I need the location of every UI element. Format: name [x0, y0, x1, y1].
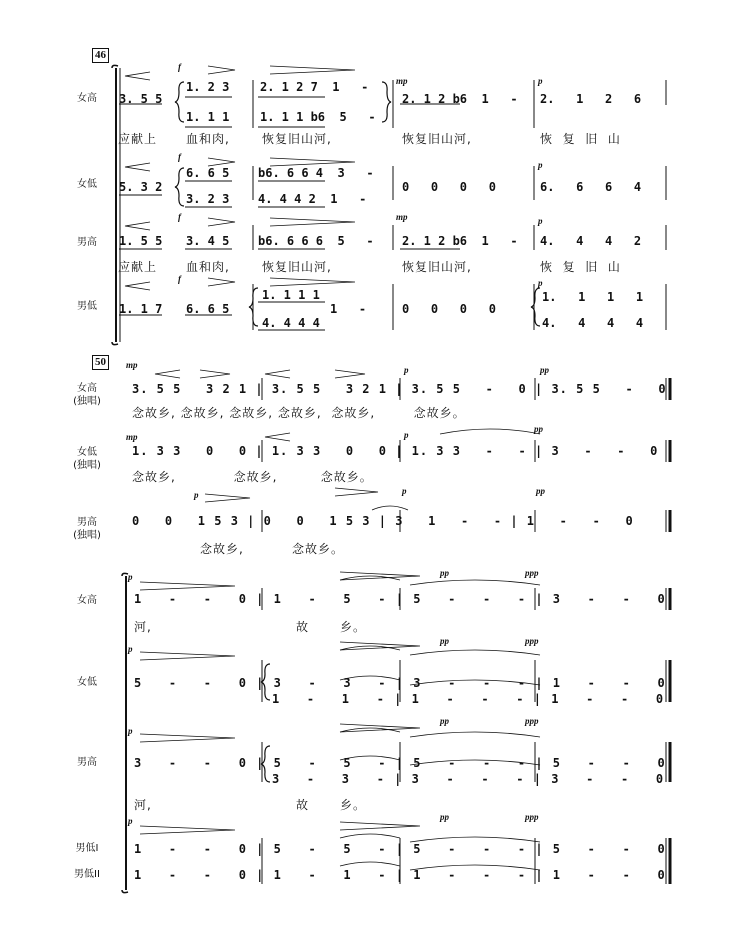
- part-label-choir-soprano: 女高: [77, 595, 97, 606]
- lyrics-alto-solo: 念故乡, 念故乡, 念故乡。: [132, 470, 373, 484]
- dynamic-pp: pp: [540, 365, 549, 375]
- notes: 0 0 0 0: [402, 302, 496, 316]
- notes-choir-alto-lower: 1 - 1 - | 1 - - - | 1 - - 0: [272, 692, 665, 706]
- lyric: 血和肉,: [186, 260, 230, 274]
- lyric: 故: [296, 798, 310, 812]
- dynamic-ppp: ppp: [525, 812, 539, 822]
- dynamic-mp: mp: [396, 212, 408, 222]
- part-label-choir-tenor: 男高: [77, 757, 97, 768]
- lyric: 乡。: [340, 620, 367, 634]
- lyric: 恢 复 旧 山: [540, 260, 621, 274]
- dynamic-f: f: [178, 62, 181, 72]
- dynamic-p: p: [128, 572, 133, 582]
- notes: 4. 4 4 2: [540, 234, 642, 248]
- dynamic-mp: mp: [126, 360, 138, 370]
- dynamic-mp: mp: [126, 432, 138, 442]
- part-label-choir-alto: 女低: [77, 677, 97, 688]
- dynamic-pp: pp: [440, 716, 449, 726]
- lyric: 故: [296, 620, 310, 634]
- dynamic-p: p: [404, 365, 409, 375]
- notes: 1. 1 1 1: [542, 290, 644, 304]
- lyrics-soprano-solo: 念故乡, 念故乡, 念故乡, 念故乡, 念故乡, 念故乡。: [132, 406, 466, 420]
- notes-alto-solo: 1. 3 3 0 0 | 1. 3 3 0 0 | 1. 3 3 - - | 3 - - 0: [132, 444, 659, 458]
- lyric: 乡。: [340, 798, 367, 812]
- label-text: 男高: [77, 517, 97, 528]
- notes: 6. 6 5: [186, 302, 230, 316]
- notes-choir-tenor-lower: 3 - 3 - | 3 - - - | 3 - - 0: [272, 772, 665, 786]
- dynamic-p: p: [404, 430, 409, 440]
- dynamic-p: p: [538, 76, 543, 86]
- dynamic-pp: pp: [440, 568, 449, 578]
- notes: 2. 1 2 6: [540, 92, 642, 106]
- notes: b6. 6 6 4 3 -: [258, 166, 374, 180]
- label-sub: (独唱): [73, 530, 101, 541]
- lyrics-tenor-solo: 念故乡, 念故乡。: [200, 542, 344, 556]
- lyric: 恢复旧山河,: [402, 260, 472, 274]
- label-sub: (独唱): [73, 396, 101, 407]
- notes: 4. 4 4 4: [542, 316, 644, 330]
- part-label-tenor: 男高: [77, 237, 97, 248]
- dynamic-p: p: [538, 216, 543, 226]
- notes: b6. 6 6 6 5 -: [258, 234, 374, 248]
- notes: 5. 3 2: [119, 180, 163, 194]
- dynamic-p: p: [538, 160, 543, 170]
- dynamic-ppp: ppp: [525, 636, 539, 646]
- notes: 6. 6 5: [186, 166, 230, 180]
- label-text: 女低: [77, 447, 97, 458]
- notes: 2. 1 2 7 1 -: [260, 80, 369, 94]
- lyric: 河,: [134, 620, 152, 634]
- part-label-soprano-solo: [60, 382, 114, 408]
- dynamic-pp: pp: [534, 424, 543, 434]
- lyric: 恢复旧山河,: [402, 132, 472, 146]
- lyric: 血和肉,: [186, 132, 230, 146]
- dynamic-mp: mp: [396, 76, 408, 86]
- label-sub: (独唱): [73, 460, 101, 471]
- dynamic-p: p: [128, 726, 133, 736]
- dynamic-ppp: ppp: [525, 568, 539, 578]
- dynamic-p: p: [402, 486, 407, 496]
- dynamic-ppp: ppp: [525, 716, 539, 726]
- notes: 1. 2 3: [186, 80, 230, 94]
- notes-choir-bass1: 1 - - 0 | 5 - 5 - | 5 - - - | 5 - - 0: [134, 842, 667, 856]
- notes: 2. 1 2 b6 1 -: [402, 234, 518, 248]
- dynamic-f: f: [178, 152, 181, 162]
- part-label-soprano: 女高: [77, 93, 97, 104]
- lyric: 恢复旧山河,: [262, 132, 332, 146]
- notes: 3. 4 5: [186, 234, 230, 248]
- part-label-tenor-solo: [60, 516, 114, 542]
- notes: 0 0 0 0: [402, 180, 496, 194]
- part-label-alto: 女低: [77, 179, 97, 190]
- notes-choir-bass2: 1 - - 0 | 1 - 1 - | 1 - - - | 1 - - 0: [134, 868, 667, 882]
- notes: 4. 4 4 4: [262, 316, 320, 330]
- part-label-choir-bass1: 男低I: [75, 843, 99, 854]
- dynamic-f: f: [178, 212, 181, 222]
- lyric: 恢复旧山河,: [262, 260, 332, 274]
- part-label-alto-solo: [60, 446, 114, 472]
- dynamic-pp: pp: [536, 486, 545, 496]
- notes: 3. 5 5: [119, 92, 163, 106]
- lyric: 应献上: [118, 132, 158, 146]
- notes: 3. 2 3: [186, 192, 230, 206]
- notes: 1. 1 7: [119, 302, 163, 316]
- dynamic-pp: pp: [440, 636, 449, 646]
- notes: 1 -: [330, 302, 367, 316]
- notes: 1. 1 1: [186, 110, 230, 124]
- part-label-choir-bass2: 男低II: [74, 869, 100, 880]
- measure-number-46: 46: [92, 48, 109, 63]
- dynamic-p: p: [194, 490, 199, 500]
- notes-soprano-solo: 3. 5 5 3 2 1 | 3. 5 5 3 2 1 | 3. 5 5 - 0 | 3. 5 5 - 0: [132, 382, 667, 396]
- notes: 2. 1 2 b6 1 -: [402, 92, 518, 106]
- label-text: 女高: [77, 383, 97, 394]
- part-label-bass: 男低: [77, 301, 97, 312]
- lyric: 恢 复 旧 山: [540, 132, 621, 146]
- lyric: 应献上: [118, 260, 158, 274]
- notes-choir-alto: 5 - - 0 | 3 - 3 - | 3 - - - | 1 - - 0: [134, 676, 667, 690]
- notes: 4. 4 4 2 1 -: [258, 192, 367, 206]
- notes: 6. 6 6 4: [540, 180, 642, 194]
- notes-tenor-solo: 0 0 1 5 3 | 0 0 1 5 3 | 3 1 - - | 1 - - 0: [132, 514, 634, 528]
- notes-choir-tenor: 3 - - 0 | 5 - 5 - | 5 - - - | 5 - - 0: [134, 756, 667, 770]
- notes: 1. 1 1 1: [262, 288, 320, 302]
- dynamic-f: f: [178, 274, 181, 284]
- dynamic-p: p: [128, 816, 133, 826]
- notes: 1. 5 5: [119, 234, 163, 248]
- lyric: 河,: [134, 798, 152, 812]
- dynamic-pp: pp: [440, 812, 449, 822]
- dynamic-p: p: [128, 644, 133, 654]
- measure-number-50: 50: [92, 355, 109, 370]
- dynamic-p: p: [538, 278, 543, 288]
- notes-choir-soprano: 1 - - 0 | 1 - 5 - | 5 - - - | 3 - - 0: [134, 592, 667, 606]
- notes: 1. 1 1 b6 5 -: [260, 110, 376, 124]
